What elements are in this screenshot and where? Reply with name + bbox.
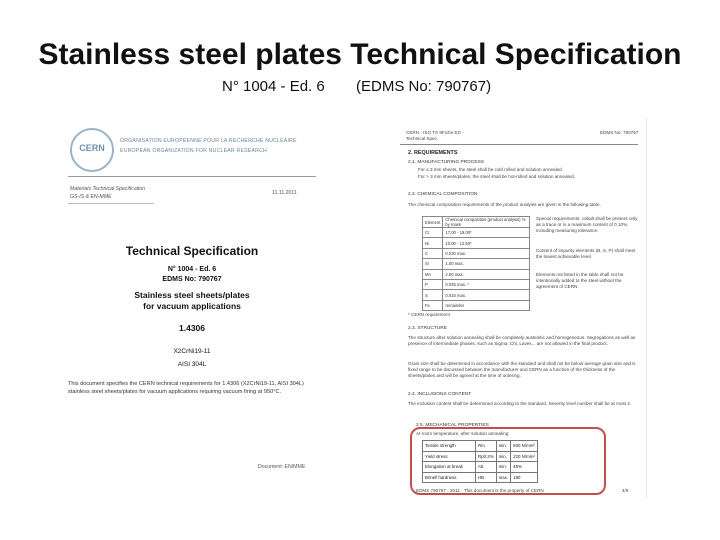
section-structure: 2.3. STRUCTURE [408, 326, 447, 331]
limit-cell: min. [496, 462, 511, 473]
table-row [423, 472, 538, 483]
cern-logo-text: CERN [79, 143, 105, 153]
property-cell: Yield stress [423, 451, 476, 462]
value-cell: 17.00 - 19.00* [443, 228, 530, 238]
document-reference: N° 1004 - Ed. 6 [167, 266, 217, 273]
organisation-name-fr: ORGANISATION EUROPÉENNE POUR LA RECHERCHE NUCLÉAIRE [120, 138, 297, 144]
property-cell: Brinell hardness [423, 472, 476, 483]
page-header-left: CERN - ISO TS 8Fiche ED - [406, 130, 464, 135]
issuing-group: GS-IS & EN-MME [70, 194, 112, 200]
requirements-page [386, 118, 647, 498]
table-row [423, 279, 530, 289]
document-type: Materials Technical Specification [70, 186, 146, 192]
section-chemical-composition: 2.2. CHEMICAL COMPOSITION [408, 192, 478, 197]
page-header-left-2: Technical Spec. [406, 136, 439, 141]
element-cell: Cr [423, 228, 443, 238]
section-inclusions: 2.4. INCLUSIONS CONTENT [408, 392, 472, 397]
slide-title: Stainless steel plates Technical Specification [38, 38, 682, 71]
composition-table [422, 216, 530, 311]
table-row [423, 238, 530, 248]
impurity-note: Content of impurity elements (B, S, P) shall meet the lowest achievable level. [536, 248, 636, 260]
value-cell: 2.00 max. [443, 269, 530, 279]
limit-cell: max. [496, 472, 511, 483]
property-cell: Tensile strength [423, 441, 476, 452]
subject-line-1: Stainless steel sheets/plates [134, 290, 250, 300]
value-cell: 500 N/mm² [511, 441, 538, 452]
symbol-cell: Rp0.2% [476, 451, 497, 462]
organisation-name-en: EUROPEAN ORGANIZATION FOR NUCLEAR RESEARCH [120, 148, 267, 154]
special-requirements-note: Special requirements: cobalt shall be present only as a trace or in a maximum content of 0.10%, including measuring tolerance. [536, 216, 638, 234]
table-row [423, 290, 530, 300]
value-cell: 1.00 max. [443, 259, 530, 269]
cern-logo-icon [70, 128, 114, 172]
element-cell: Mn [423, 269, 443, 279]
value-cell: 220 N/mm² [511, 451, 538, 462]
limit-cell: min. [496, 441, 511, 452]
document-edms: EDMS No: 790767 [162, 276, 222, 283]
document-heading: Technical Specification [125, 244, 259, 258]
table-header-cell: Element [423, 217, 443, 228]
value-cell: remainder [443, 300, 530, 310]
elements-note: Elements not listed in the table shall not be intentionally added to the steel without the agreement of CERN. [536, 272, 624, 290]
element-cell: S [423, 290, 443, 300]
element-cell: Ni [423, 238, 443, 248]
value-cell: 10.00 - 12.50* [443, 238, 530, 248]
table-row [423, 451, 538, 462]
steel-grade: 1.4306 [179, 323, 205, 333]
section-manufacturing: 2.1. MANUFACTURING PROCESS [408, 160, 484, 165]
value-cell: 0.045 max. * [443, 279, 530, 289]
value-cell: 180 [511, 472, 538, 483]
bullet-cold-rolled: For ≤ 3 mm sheets, the steel shall be cold rolled and solution annealed. [418, 167, 564, 172]
subheader-divider [68, 203, 154, 204]
cern-requirement-footnote: * CERN requirement [408, 312, 450, 317]
element-cell: C [423, 248, 443, 258]
header-divider [68, 176, 316, 177]
symbol-cell: Rm [476, 441, 497, 452]
table-row [423, 441, 538, 452]
page-number: 4/9 [622, 488, 629, 493]
issue-date: 11.11.2011 [272, 190, 297, 196]
page-header-divider [400, 144, 638, 145]
grain-size-paragraph: Grain size shall be determined in accordance with the standard and shall not be below average grain size and is fixed range to be discussed between the manufacturer and CERN as a function of the thickness of the sheets/plates and will be agreed at the time of ordering. [408, 361, 636, 379]
aisi-grade: AISI 304L [177, 361, 207, 368]
composition-intro: The chemical composition requirements of the product analysis are given in the following table. [408, 202, 601, 207]
specification-cover-page [58, 116, 326, 474]
section-requirements: 2. REQUIREMENTS [408, 150, 458, 156]
structure-paragraph: The structure after solution annealing shall be completely austenitic and homogeneous. Segregations as well as presence of intermediate phases, such as Sigma, Chi, Laves... are not allowed in the final product. [408, 335, 636, 347]
value-cell: 0.030 max. [443, 248, 530, 258]
subject-line-2: for vacuum applications [143, 301, 241, 311]
table-header-row [423, 217, 530, 228]
value-cell: 0.015 max. [443, 290, 530, 300]
symbol-cell: HB [476, 472, 497, 483]
limit-cell: min. [496, 451, 511, 462]
page-header-right: EDMS No: 790767 [600, 130, 639, 135]
section-mechanical-properties: 2.5. MECHANICAL PROPERTIES [416, 423, 489, 428]
element-cell: P [423, 279, 443, 289]
table-row [423, 228, 530, 238]
property-cell: Elongation at break [423, 462, 476, 473]
abstract-paragraph: This document specifies the CERN technical requirements for 1.4306 (X2CrNi19-11, AISI 304L) stainless steel sheets/plates for vacuum applications requiring vacuum firing at 950°C. [68, 381, 304, 395]
table-row [423, 462, 538, 473]
document-footer: Document: EN/MME [258, 464, 306, 470]
symbol-cell: A5 [476, 462, 497, 473]
element-cell: Si [423, 259, 443, 269]
table-row [423, 259, 530, 269]
page-footer-left: EDMS 790767 · 2011 · This document is the property of CERN [416, 488, 544, 493]
slide-edms-number: (EDMS No: 790767) [356, 78, 492, 95]
bullet-hot-rolled: For > 3 mm sheets/plates, the steel shall be hot-rolled and solution annealed. [418, 174, 575, 179]
mechanical-properties-table [422, 440, 538, 483]
steel-grade-name: X2CrNi19-11 [173, 348, 211, 355]
value-cell: 45% [511, 462, 538, 473]
mechanical-intro: At room temperature, after solution annealing: [416, 431, 510, 436]
table-header-cell: Chemical composition (product analysis) % by mass [443, 217, 530, 228]
slide-reference-number: N° 1004 - Ed. 6 [222, 78, 325, 95]
element-cell: Fe [423, 300, 443, 310]
table-row [423, 269, 530, 279]
inclusions-paragraph: The inclusion content shall be determined according to the standard, Severity level number shall be at most 2. [408, 401, 632, 406]
table-row [423, 300, 530, 310]
table-row [423, 248, 530, 258]
